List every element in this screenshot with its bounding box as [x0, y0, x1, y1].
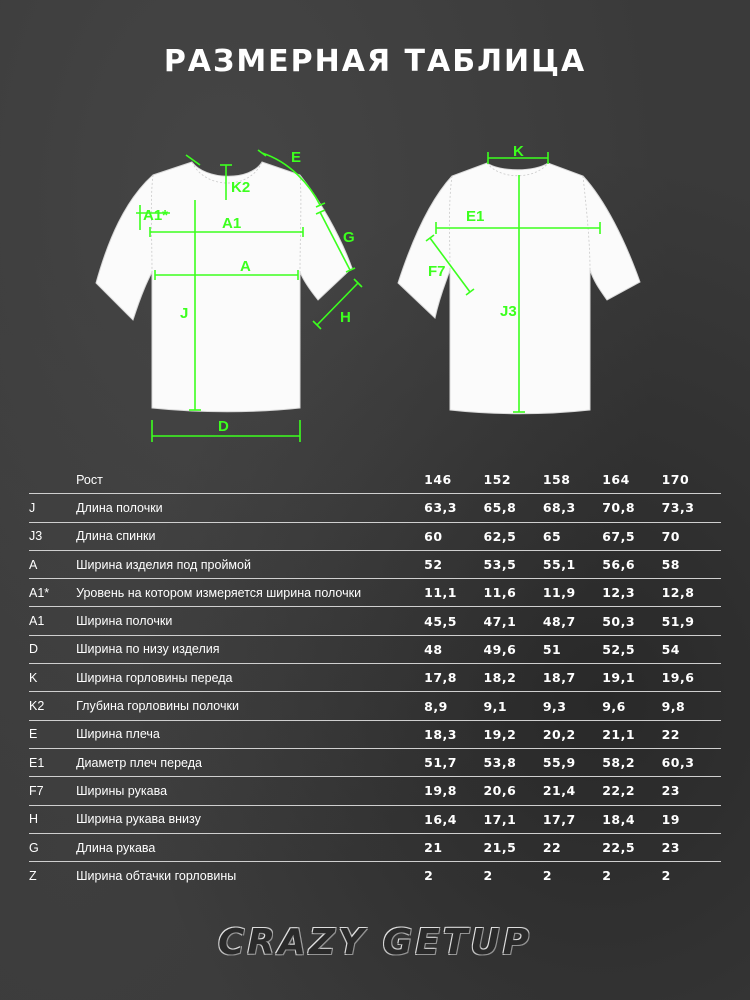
- row-name: Ширина обтачки горловины: [76, 868, 237, 883]
- label-k2: K2: [231, 179, 251, 196]
- row-code: Z: [29, 868, 37, 883]
- label-k: K: [513, 143, 524, 160]
- row-name: Ширина изделия под проймой: [76, 550, 424, 578]
- size-table: [29, 466, 721, 889]
- row-name: Диаметр плеч переда: [76, 748, 424, 776]
- row-value: 9,6: [602, 692, 661, 720]
- row-value: 17,1: [483, 805, 542, 833]
- header-height-label: Рост: [76, 466, 424, 494]
- label-a: A: [240, 258, 251, 275]
- row-value: 65,8: [483, 494, 542, 522]
- row-value: 19,1: [602, 664, 661, 692]
- row-value: 2: [542, 868, 553, 884]
- row-code: A1: [29, 607, 76, 635]
- row-value: 19,8: [424, 777, 483, 805]
- table-row: [29, 664, 721, 692]
- row-value: 68,3: [543, 494, 602, 522]
- page-title: РАЗМЕРНАЯ ТАБЛИЦА: [163, 44, 587, 79]
- row-value: 45,5: [424, 607, 483, 635]
- row-value: 2: [424, 868, 434, 884]
- row-name: Глубина горловины полочки: [76, 692, 424, 720]
- measurement-diagrams: [0, 0, 750, 460]
- row-value: 9,3: [543, 692, 602, 720]
- row-value: 22: [543, 833, 602, 861]
- row-value: 65: [543, 522, 602, 550]
- row-value: 56,6: [602, 550, 661, 578]
- row-value: 20,6: [483, 777, 542, 805]
- row-value: 60,3: [662, 748, 721, 776]
- row-value: 70: [662, 522, 721, 550]
- header-size-cell: 152: [483, 466, 542, 494]
- row-value: 18,4: [602, 805, 661, 833]
- row-value: 52,5: [602, 635, 661, 663]
- row-value: 50,3: [602, 607, 661, 635]
- row-value: 19: [662, 805, 721, 833]
- row-value: 22,2: [602, 777, 661, 805]
- row-value: 2: [661, 868, 671, 884]
- row-code: G: [29, 833, 76, 861]
- row-value: 21,5: [483, 833, 542, 861]
- row-name: Ширина по низу изделия: [76, 635, 424, 663]
- table-row: [29, 522, 721, 550]
- table-row: [29, 748, 721, 776]
- label-j3: J3: [500, 303, 517, 320]
- row-name: Ширина рукава внизу: [76, 805, 424, 833]
- row-name: Длина рукава: [76, 833, 424, 861]
- label-a1: A1: [222, 215, 242, 232]
- row-value: 53,8: [483, 748, 542, 776]
- row-code: K: [29, 664, 76, 692]
- row-code: A1*: [29, 579, 76, 607]
- row-value: 23: [662, 833, 721, 861]
- row-value: 51: [543, 635, 602, 663]
- header-size-cell: 146: [424, 466, 483, 494]
- front-shirt-diagram: [96, 162, 352, 412]
- row-code: E1: [29, 748, 76, 776]
- table-row: [29, 635, 721, 663]
- row-value: 51,9: [662, 607, 721, 635]
- label-g: G: [343, 229, 355, 246]
- row-value: 53,5: [483, 550, 542, 578]
- row-value: 11,6: [483, 579, 542, 607]
- table-header-row: [29, 466, 721, 494]
- row-value: 48,7: [543, 607, 602, 635]
- row-value: 18,3: [424, 720, 483, 748]
- row-name: Уровень на котором измеряется ширина полочки: [76, 579, 424, 607]
- row-value: 58: [662, 550, 721, 578]
- row-value: 20,2: [543, 720, 602, 748]
- row-value: 60: [424, 522, 483, 550]
- row-name: Ширины рукава: [76, 777, 424, 805]
- row-value: 16,4: [424, 805, 483, 833]
- label-h: H: [340, 309, 351, 326]
- row-value: 54: [662, 635, 721, 663]
- brand-logo: CRAZY GETUP: [217, 922, 533, 963]
- row-value: 22,5: [602, 833, 661, 861]
- header-size-cell: 170: [662, 466, 721, 494]
- row-value: 70,8: [602, 494, 661, 522]
- label-e: E: [291, 149, 302, 166]
- row-code: E: [29, 720, 76, 748]
- table-row: [29, 494, 721, 522]
- table-row: [29, 607, 721, 635]
- table-row: [29, 579, 721, 607]
- row-value: 22: [662, 720, 721, 748]
- row-code: K2: [29, 692, 76, 720]
- label-j: J: [180, 305, 189, 322]
- row-code: H: [29, 805, 76, 833]
- row-value: 21,1: [602, 720, 661, 748]
- row-name: Длина полочки: [76, 494, 424, 522]
- row-value: 9,1: [483, 692, 542, 720]
- row-value: 49,6: [483, 635, 542, 663]
- table-row: [29, 720, 721, 748]
- row-value: 12,3: [602, 579, 661, 607]
- row-value: 12,8: [662, 579, 721, 607]
- label-f7: F7: [428, 263, 446, 280]
- row-name: Длина спинки: [76, 522, 424, 550]
- row-value: 2: [483, 868, 493, 884]
- header-code-cell: [29, 466, 76, 494]
- row-value: 55,9: [543, 748, 602, 776]
- header-size-cell: 158: [543, 466, 602, 494]
- row-code: J3: [29, 522, 76, 550]
- row-value: 17,7: [543, 805, 602, 833]
- row-code: A: [29, 550, 76, 578]
- row-code: D: [29, 635, 76, 663]
- row-code: J: [29, 494, 76, 522]
- row-value: 21: [424, 833, 483, 861]
- row-value: 8,9: [424, 692, 483, 720]
- label-d: D: [218, 418, 229, 435]
- table-row: [29, 833, 721, 861]
- row-value: 18,7: [543, 664, 602, 692]
- row-value: 62,5: [483, 522, 542, 550]
- row-value: 55,1: [543, 550, 602, 578]
- row-code: F7: [29, 777, 76, 805]
- row-name: Ширина горловины переда: [76, 664, 424, 692]
- row-value: 11,1: [424, 579, 483, 607]
- row-value: 9,8: [662, 692, 721, 720]
- row-value: 23: [662, 777, 721, 805]
- row-value: 19,2: [483, 720, 542, 748]
- table-row: [29, 805, 721, 833]
- row-value: 51,7: [424, 748, 483, 776]
- label-e1: E1: [466, 208, 485, 225]
- table-row: [29, 777, 721, 805]
- row-value: 21,4: [543, 777, 602, 805]
- row-value: 52: [424, 550, 483, 578]
- label-a1-star: A1*: [143, 207, 169, 224]
- table-row: [29, 862, 721, 890]
- row-value: 63,3: [424, 494, 483, 522]
- header-size-cell: 164: [602, 466, 661, 494]
- row-value: 11,9: [543, 579, 602, 607]
- row-value: 47,1: [483, 607, 542, 635]
- row-value: 73,3: [662, 494, 721, 522]
- row-value: 17,8: [424, 664, 483, 692]
- row-value: 19,6: [662, 664, 721, 692]
- row-value: 67,5: [602, 522, 661, 550]
- table-row: [29, 692, 721, 720]
- row-value: 48: [424, 635, 483, 663]
- row-name: Ширина плеча: [76, 720, 424, 748]
- row-value: 2: [602, 868, 612, 884]
- row-value: 58,2: [602, 748, 661, 776]
- row-value: 18,2: [483, 664, 542, 692]
- table-row: [29, 550, 721, 578]
- row-name: Ширина полочки: [76, 607, 424, 635]
